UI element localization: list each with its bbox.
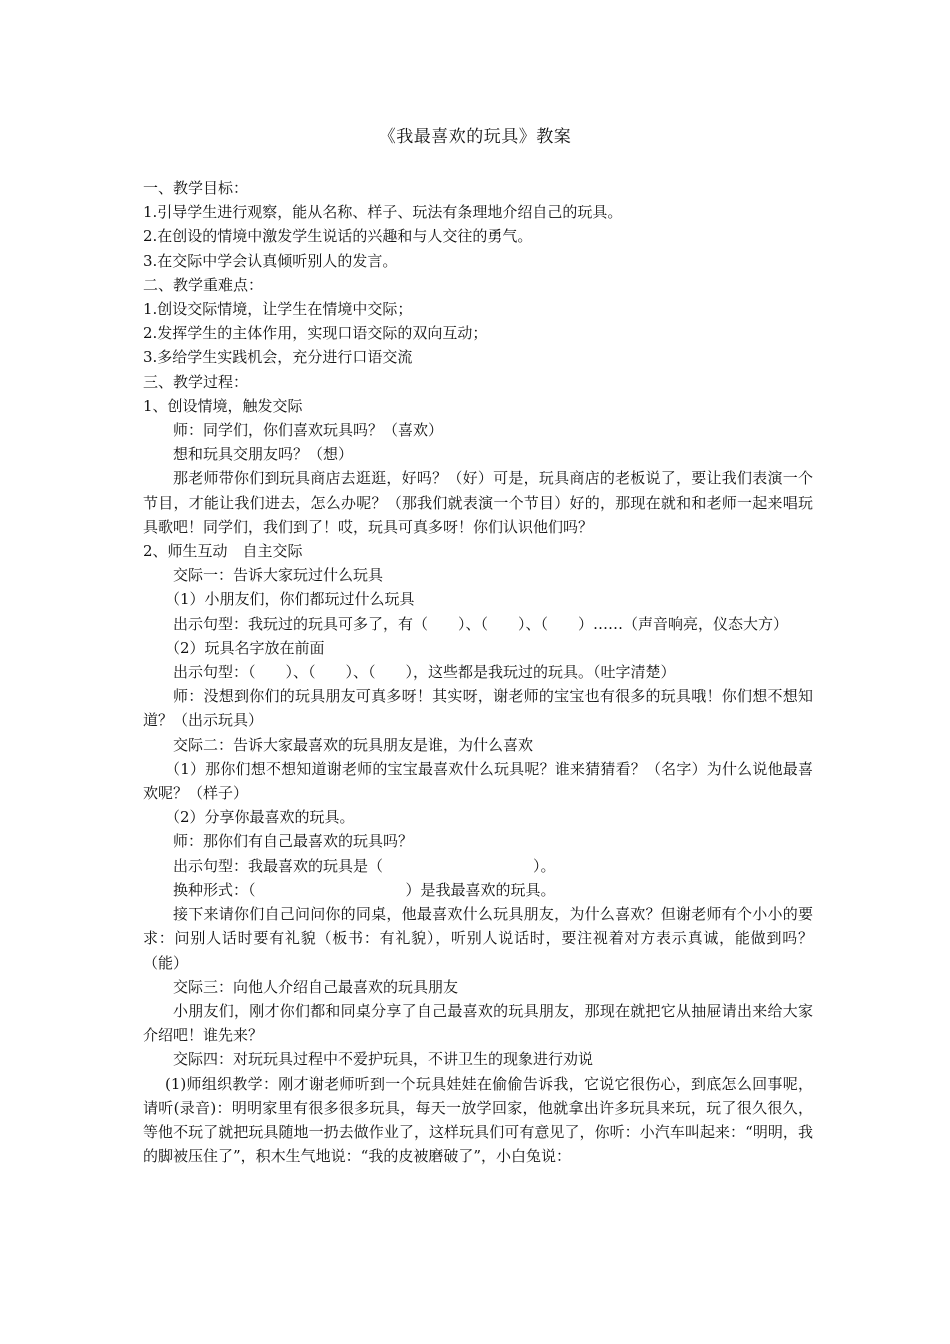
paragraph: 1.引导学生进行观察，能从名称、样子、玩法有条理地介绍自己的玩具。 (143, 203, 623, 222)
paragraph: 想和玩具交朋友吗？（想） (173, 445, 354, 464)
paragraph: （1）那你们想不想知道谢老师的宝宝最喜欢什么玩具呢？谁来猜猜看？（名字）为什么说他最喜欢呢？（样子） (143, 759, 813, 803)
paragraph: （1）小朋友们，你们都玩过什么玩具 (165, 590, 415, 609)
paragraph: 接下来请你们自己问问你的同桌，他最喜欢什么玩具朋友，为什么喜欢？但谢老师有个小小的要求：问别人话时要有礼貌（板书：有礼貌），听别人说话时，要注视着对方表示真诚，能做到吗？（能） (143, 905, 813, 972)
paragraph: 出示句型：我玩过的玩具可多了，有（ ）、（ ）、（ ）……（声音响亮，仪态大方） (173, 614, 789, 633)
paragraph: 1.创设交际情境，让学生在情境中交际； (143, 300, 413, 319)
paragraph: 小朋友们，刚才你们都和同桌分享了自己最喜欢的玩具朋友，那现在就把它从抽屉请出来给大家介绍吧！谁先来？ (143, 1001, 813, 1045)
paragraph: 1、创设情境，触发交际 (143, 396, 303, 415)
paragraph: （2）分享你最喜欢的玩具。 (165, 808, 355, 827)
paragraph: (1)师组织教学：刚才谢老师听到一个玩具娃娃在偷偷告诉我，它说它很伤心，到底怎么回事呢，请听(录音)：明明家里有很多很多玩具，每天一放学回家，他就拿出许多玩具来玩，玩了很久很久，等他不玩了就把玩具随地一扔去做作业了，这样玩具们可有意见了，你听：小汽车叫起来：“明明，我的脚被压住了”，积木生气地说：“我的皮被磨破了”，小白兔说： (143, 1074, 813, 1166)
document-title: 《我最喜欢的玩具》教案 (378, 127, 572, 147)
paragraph: 3.在交际中学会认真倾听别人的发言。 (143, 251, 398, 270)
paragraph: 二、教学重难点： (143, 275, 264, 294)
paragraph: 2.在创设的情境中激发学生说话的兴趣和与人交往的勇气。 (143, 227, 533, 246)
paragraph: 交际一：告诉大家玩过什么玩具 (173, 566, 384, 585)
paragraph: 师：同学们，你们喜欢玩具吗？（喜欢） (173, 421, 444, 440)
document-body (143, 176, 813, 1168)
paragraph: 出示句型：（ ）、（ ）、（ ），这些都是我玩过的玩具。（吐字清楚） (173, 663, 676, 682)
paragraph: 交际二：告诉大家最喜欢的玩具朋友是谁，为什么喜欢 (173, 735, 534, 754)
paragraph: 3.多给学生实践机会，充分进行口语交流 (143, 348, 413, 367)
paragraph: 交际三：向他人介绍自己最喜欢的玩具朋友 (173, 977, 459, 996)
paragraph: 三、教学过程： (143, 372, 249, 391)
paragraph: 师：没想到你们的玩具朋友可真多呀！其实呀，谢老师的宝宝也有很多的玩具哦！你们想不想知道？（出示玩具） (143, 687, 813, 730)
paragraph: 师：那你们有自己最喜欢的玩具吗？ (173, 832, 414, 851)
paragraph: （2）玩具名字放在前面 (165, 638, 325, 657)
paragraph: 换种形式：（ ）是我最喜欢的玩具。 (173, 880, 556, 899)
paragraph: 出示句型：我最喜欢的玩具是（ ）。 (173, 856, 556, 875)
paragraph: 2.发挥学生的主体作用，实现口语交际的双向互动； (143, 324, 488, 343)
paragraph: 一、教学目标： (143, 179, 249, 197)
paragraph: 2、师生互动 自主交际 (143, 542, 303, 561)
paragraph: 交际四：对玩玩具过程中不爱护玩具，不讲卫生的现象进行劝说 (173, 1050, 594, 1069)
paragraph: 那老师带你们到玩具商店去逛逛，好吗？（好）可是，玩具商店的老板说了，要让我们表演一个节目，才能让我们进去，怎么办呢？（那我们就表演一个节目）好的，那现在就和和老师一起来唱玩具歌吧！同学们，我们到了！哎，玩具可真多呀！你们认识他们吗？ (143, 469, 813, 536)
